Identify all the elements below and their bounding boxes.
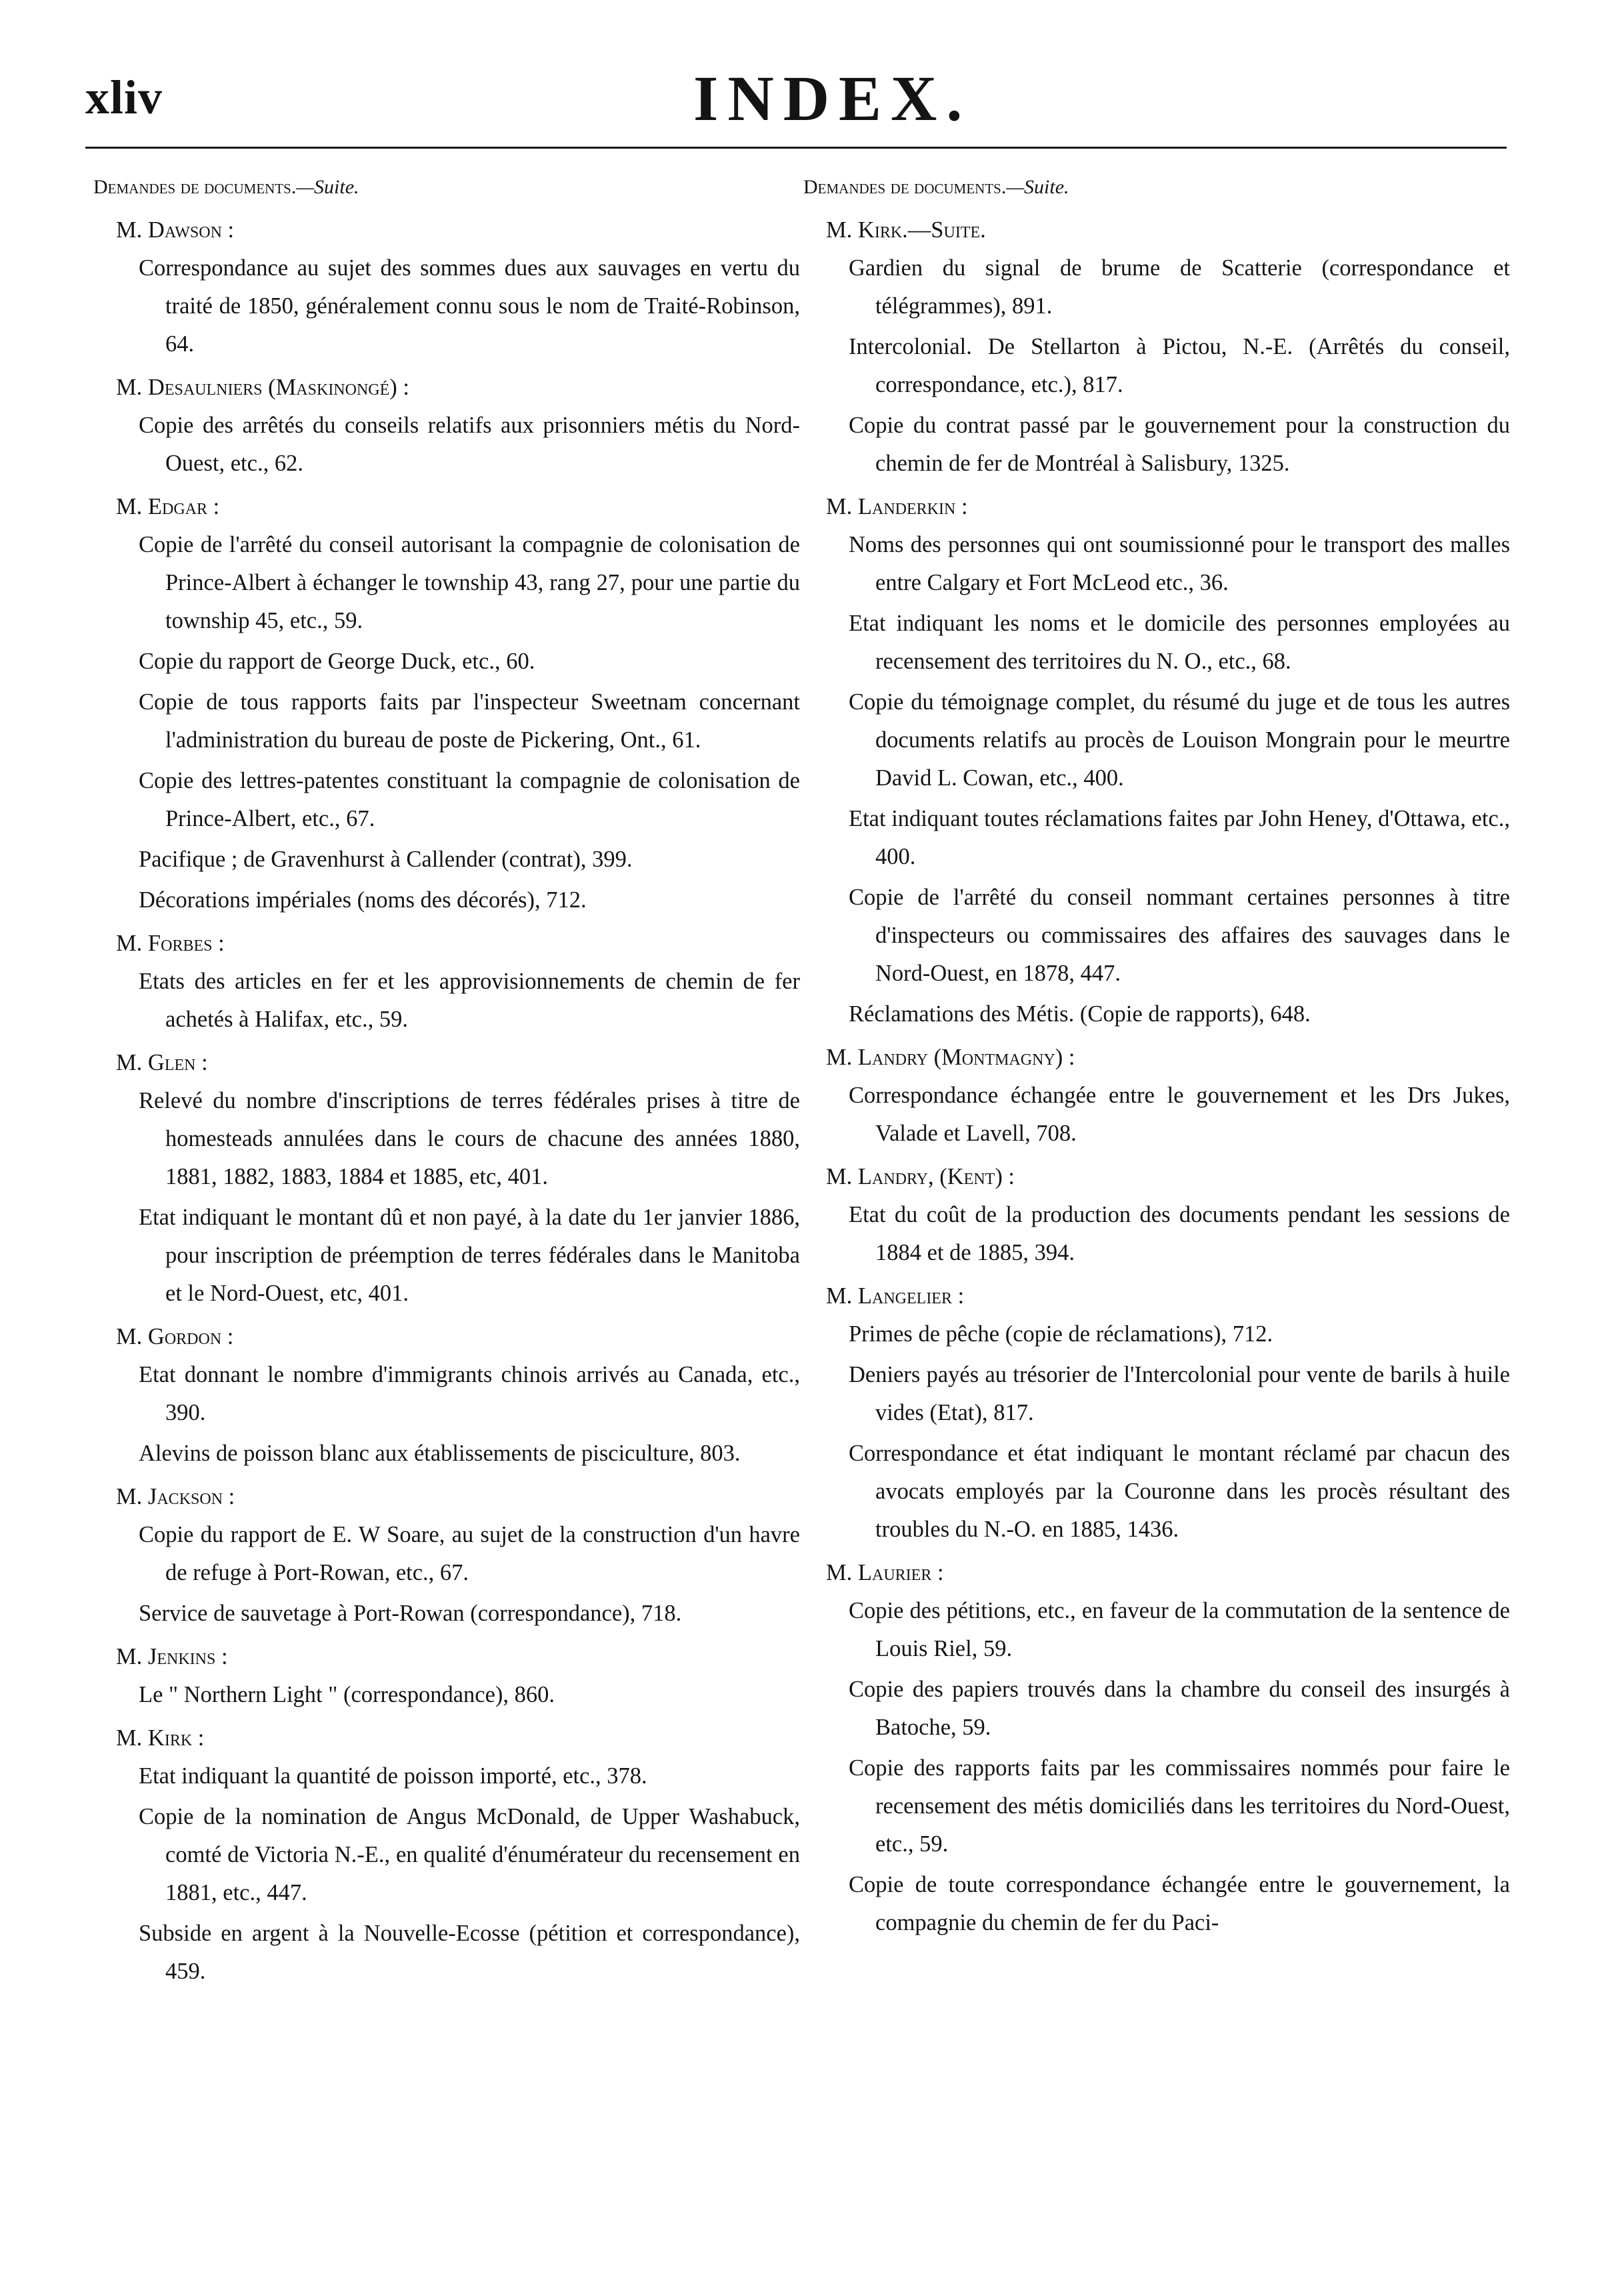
index-entry: Copie du rapport de George Duck, etc., 60. [139, 649, 535, 674]
index-group [803, 1277, 1510, 1549]
index-group [803, 211, 1510, 483]
index-entry: Subside en argent à la Nouvelle-Ecosse (pétition et correspondance), 459. [139, 1921, 800, 1984]
index-group [93, 1044, 800, 1313]
person-name: M. Desaulniers (Maskinongé) : [116, 375, 409, 400]
index-entry: Correspondance échangée entre le gouvernement et les Drs Jukes, Valade et Lavell, 708. [849, 1083, 1510, 1146]
index-entry: Etat indiquant les noms et le domicile des personnes employées au recensement des territoires du N. O., etc., 68. [849, 611, 1510, 674]
person-name: M. Kirk.—Suite. [826, 217, 986, 243]
index-entry: Copie du rapport de E. W Soare, au sujet de la construction d'un havre de refuge à Port-Rowan, etc., 67. [139, 1522, 800, 1585]
index-group [803, 1158, 1510, 1272]
person-name: M. Jackson : [116, 1484, 235, 1509]
index-entry: Etats des articles en fer et les approvisionnements de chemin de fer achetés à Halifax, etc., 59. [139, 969, 800, 1032]
right-column [803, 168, 1510, 1945]
person-name: M. Edgar : [116, 494, 220, 519]
index-group [803, 1039, 1510, 1153]
index-entry: Service de sauvetage à Port-Rowan (correspondance), 718. [139, 1601, 682, 1626]
index-entry: Etat du coût de la production des documents pendant les sessions de 1884 et de 1885, 394. [849, 1202, 1510, 1265]
index-group [93, 369, 800, 483]
index-entry: Copie des lettres-patentes constituant la compagnie de colonisation de Prince-Albert, etc., 67. [139, 768, 800, 831]
heading-label: Demandes de documents. [803, 176, 1007, 198]
index-entry: Copie des papiers trouvés dans la chambre du conseil des insurgés à Batoche, 59. [849, 1677, 1510, 1740]
index-group [93, 1318, 800, 1473]
index-entry: Copie du témoignage complet, du résumé du juge et de tous les autres documents relatifs au procès de Louison Mongrain pour le meurtre David L. Cowan, etc., 400. [849, 689, 1510, 791]
person-name: M. Jenkins : [116, 1644, 228, 1669]
index-group [93, 488, 800, 919]
index-entry: Copie de l'arrêté du conseil autorisant la compagnie de colonisation de Prince-Albert à échanger le township 43, rang 27, pour une partie du township 45, etc., 59. [139, 532, 800, 633]
index-entry: Copie du contrat passé par le gouvernement pour la construction du chemin de fer de Montréal à Salisbury, 1325. [849, 413, 1510, 476]
index-entry: Copie des arrêtés du conseils relatifs aux prisonniers métis du Nord-Ouest, etc., 62. [139, 413, 800, 476]
person-name: M. Forbes : [116, 931, 225, 956]
index-entry: Pacifique ; de Gravenhurst à Callender (contrat), 399. [139, 847, 633, 872]
index-entry: Primes de pêche (copie de réclamations), 712. [849, 1321, 1273, 1347]
index-entry: Correspondance et état indiquant le montant réclamé par chacun des avocats employés par la Couronne dans les procès résultant des troubles du N.-O. en 1885, 1436. [849, 1441, 1510, 1542]
person-name: M. Laurier : [826, 1560, 944, 1585]
header-rule [85, 147, 1507, 149]
page-title: INDEX. [693, 63, 972, 134]
person-name: M. Landry, (Kent) : [826, 1164, 1015, 1189]
page-number: xliv [85, 71, 163, 124]
heading-label: Demandes de documents. [93, 176, 297, 198]
heading-suite: —Suite. [296, 176, 359, 198]
index-entry: Gardien du signal de brume de Scatterie (correspondance et télégrammes), 891. [849, 255, 1510, 319]
index-entry: Réclamations des Métis. (Copie de rapports), 648. [849, 1001, 1311, 1027]
person-name: M. Kirk : [116, 1725, 205, 1751]
person-name: M. Dawson : [116, 217, 235, 243]
person-name: M. Langelier : [826, 1283, 965, 1309]
index-group [93, 1719, 800, 1991]
index-entry: Etat indiquant la quantité de poisson importé, etc., 378. [139, 1763, 647, 1789]
index-entry: Copie de tous rapports faits par l'inspecteur Sweetnam concernant l'administration du bureau de poste de Pickering, Ont., 61. [139, 689, 800, 753]
index-entry: Deniers payés au trésorier de l'Intercolonial pour vente de barils à huile vides (Etat), 817. [849, 1362, 1510, 1425]
index-entry: Intercolonial. De Stellarton à Pictou, N.-E. (Arrêtés du conseil, correspondance, etc.), 817. [849, 334, 1510, 397]
person-name: M. Landry (Montmagny) : [826, 1045, 1075, 1070]
column-heading [803, 168, 1510, 206]
index-entry: Copie de l'arrêté du conseil nommant certaines personnes à titre d'inspecteurs ou commissaires des affaires des sauvages dans le Nord-Ouest, en 1878, 447. [849, 885, 1510, 986]
column-heading [93, 168, 800, 206]
index-entry: Correspondance au sujet des sommes dues aux sauvages en vertu du traité de 1850, généralement connu sous le nom de Traité-Robinson, 64. [139, 255, 800, 357]
index-entry: Relevé du nombre d'inscriptions de terres fédérales prises à titre de homesteads annulées dans le cours de chacune des années 1880, 1881, 1882, 1883, 1884 et 1885, etc, 401. [139, 1088, 800, 1189]
index-entry: Noms des personnes qui ont soumissionné pour le transport des malles entre Calgary et Fort McLeod etc., 36. [849, 532, 1510, 595]
person-name: M. Landerkin : [826, 494, 968, 519]
index-entry: Etat donnant le nombre d'immigrants chinois arrivés au Canada, etc., 390. [139, 1362, 800, 1425]
index-group [93, 1478, 800, 1633]
index-entry: Etat indiquant le montant dû et non payé, à la date du 1er janvier 1886, pour inscription de préemption de terres fédérales dans le Manitoba et le Nord-Ouest, etc, 401. [139, 1205, 800, 1306]
person-name: M. Gordon : [116, 1324, 234, 1349]
index-group [93, 1638, 800, 1714]
index-group [803, 488, 1510, 1033]
index-entry: Copie de la nomination de Angus McDonald, de Upper Washabuck, comté de Victoria N.-E., en qualité d'énumérateur du recensement en 1881, etc., 447. [139, 1804, 800, 1905]
index-group [93, 211, 800, 363]
index-group [93, 925, 800, 1039]
index-entry: Copie de toute correspondance échangée entre le gouvernement, la compagnie du chemin de fer du Paci- [849, 1872, 1510, 1935]
index-entry: Copie des rapports faits par les commissaires nommés pour faire le recensement des métis domiciliés dans les territoires du Nord-Ouest, etc., 59. [849, 1755, 1510, 1857]
index-entry: Le " Northern Light " (correspondance), 860. [139, 1682, 555, 1707]
index-entry: Copie des pétitions, etc., en faveur de la commutation de la sentence de Louis Riel, 59. [849, 1598, 1510, 1661]
index-entry: Alevins de poisson blanc aux établissements de pisciculture, 803. [139, 1441, 741, 1466]
index-entry: Etat indiquant toutes réclamations faites par John Heney, d'Ottawa, etc., 400. [849, 806, 1510, 869]
heading-suite: —Suite. [1006, 176, 1069, 198]
left-column [93, 168, 800, 1993]
index-group [803, 1554, 1510, 1942]
person-name: M. Glen : [116, 1050, 208, 1075]
index-entry: Décorations impériales (noms des décorés), 712. [139, 887, 587, 913]
